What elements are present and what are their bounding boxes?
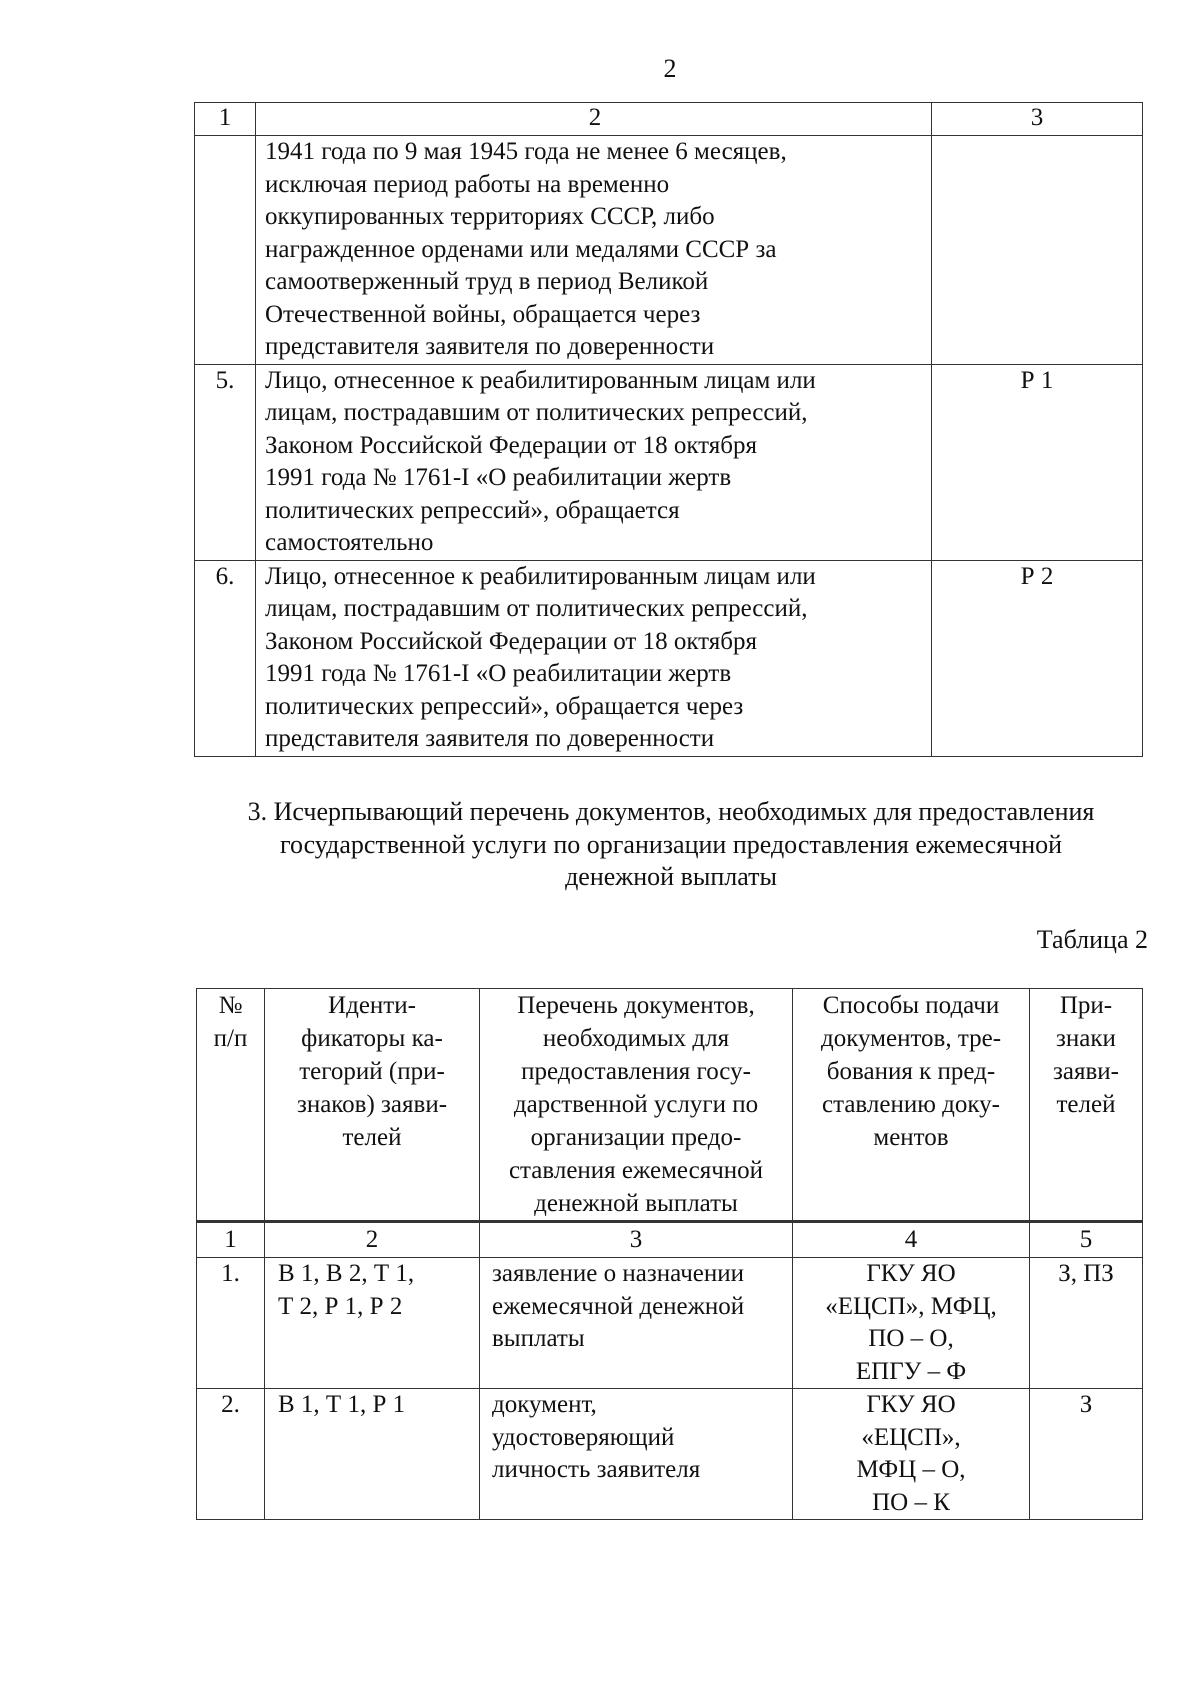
section-heading: 3. Исчерпывающий перечень документов, необходимых для предоставления государственной услуги по организации предоставления ежемесячной денежной выплаты <box>247 797 1095 891</box>
row-number <box>195 136 256 365</box>
category-code: Р 1 <box>932 364 1143 560</box>
documents-table <box>196 988 1143 1520</box>
column-number-3: 3 <box>480 1222 793 1258</box>
category-description: 1941 года по 9 мая 1945 года не менее 6 месяцев, исключая период работы на временно оккупированных территориях СССР, либо награжденное орденами или медалями СССР за самоотверженный труд в период Великой Отечественной войны, обращается через представителя заявителя по доверенности <box>256 136 932 365</box>
category-code: Р 2 <box>932 560 1143 756</box>
header-documents: Перечень документов, необходимых для предоставления госу- дарственной услуги по организации предо- ставления ежемесячной денежной выплаты <box>480 989 793 1222</box>
page-number: 2 <box>663 54 677 83</box>
header-number: № п/п <box>197 989 265 1222</box>
column-number-2: 2 <box>256 103 932 136</box>
table-row <box>197 1258 1143 1389</box>
column-number-5: 5 <box>1030 1222 1143 1258</box>
category-identifiers: В 1, В 2, Т 1, Т 2, Р 1, Р 2 <box>265 1258 480 1389</box>
row-number: 2. <box>197 1389 265 1520</box>
table-header-row <box>197 989 1143 1222</box>
header-submission-methods: Способы подачи документов, тре- бования к пред- ставлению доку- ментов <box>793 989 1030 1222</box>
table-header-row <box>195 103 1143 136</box>
table-row <box>195 560 1143 756</box>
column-number-1: 1 <box>197 1222 265 1258</box>
document-name: документ, удостоверяющий личность заявителя <box>480 1389 793 1520</box>
column-number-1: 1 <box>195 103 256 136</box>
header-applicant-signs: При- знаки заяви- телей <box>1030 989 1143 1222</box>
column-number-3: 3 <box>932 103 1143 136</box>
category-identifiers: В 1, Т 1, Р 1 <box>265 1389 480 1520</box>
table-row <box>195 136 1143 365</box>
table-row <box>197 1389 1143 1520</box>
applicant-signs: З <box>1030 1389 1143 1520</box>
column-number-2: 2 <box>265 1222 480 1258</box>
table-label: Таблица 2 <box>1036 925 1148 954</box>
document-name: заявление о назначении ежемесячной денежной выплаты <box>480 1258 793 1389</box>
row-number: 5. <box>195 364 256 560</box>
category-description: Лицо, отнесенное к реабилитированным лицам или лицам, пострадавшим от политических репрессий, Законом Российской Федерации от 18 октября 1991 года № 1761-I «О реабилитации жертв политических репрессий», обращается через представителя заявителя по доверенности <box>256 560 932 756</box>
submission-methods: ГКУ ЯО «ЕЦСП», МФЦ – О, ПО – К <box>793 1389 1030 1520</box>
category-description: Лицо, отнесенное к реабилитированным лицам или лицам, пострадавшим от политических репрессий, Законом Российской Федерации от 18 октября 1991 года № 1761-I «О реабилитации жертв политических репрессий», обращается самостоятельно <box>256 364 932 560</box>
header-identifiers: Иденти- фикаторы ка- тегорий (при- знаков) заяви- телей <box>265 989 480 1222</box>
row-number: 1. <box>197 1258 265 1389</box>
applicant-categories-table-continued <box>194 102 1143 757</box>
submission-methods: ГКУ ЯО «ЕЦСП», МФЦ, ПО – О, ЕПГУ – Ф <box>793 1258 1030 1389</box>
category-code <box>932 136 1143 365</box>
column-number-4: 4 <box>793 1222 1030 1258</box>
table-row <box>195 364 1143 560</box>
column-numbers-row <box>197 1222 1143 1258</box>
applicant-signs: З, ПЗ <box>1030 1258 1143 1389</box>
row-number: 6. <box>195 560 256 756</box>
